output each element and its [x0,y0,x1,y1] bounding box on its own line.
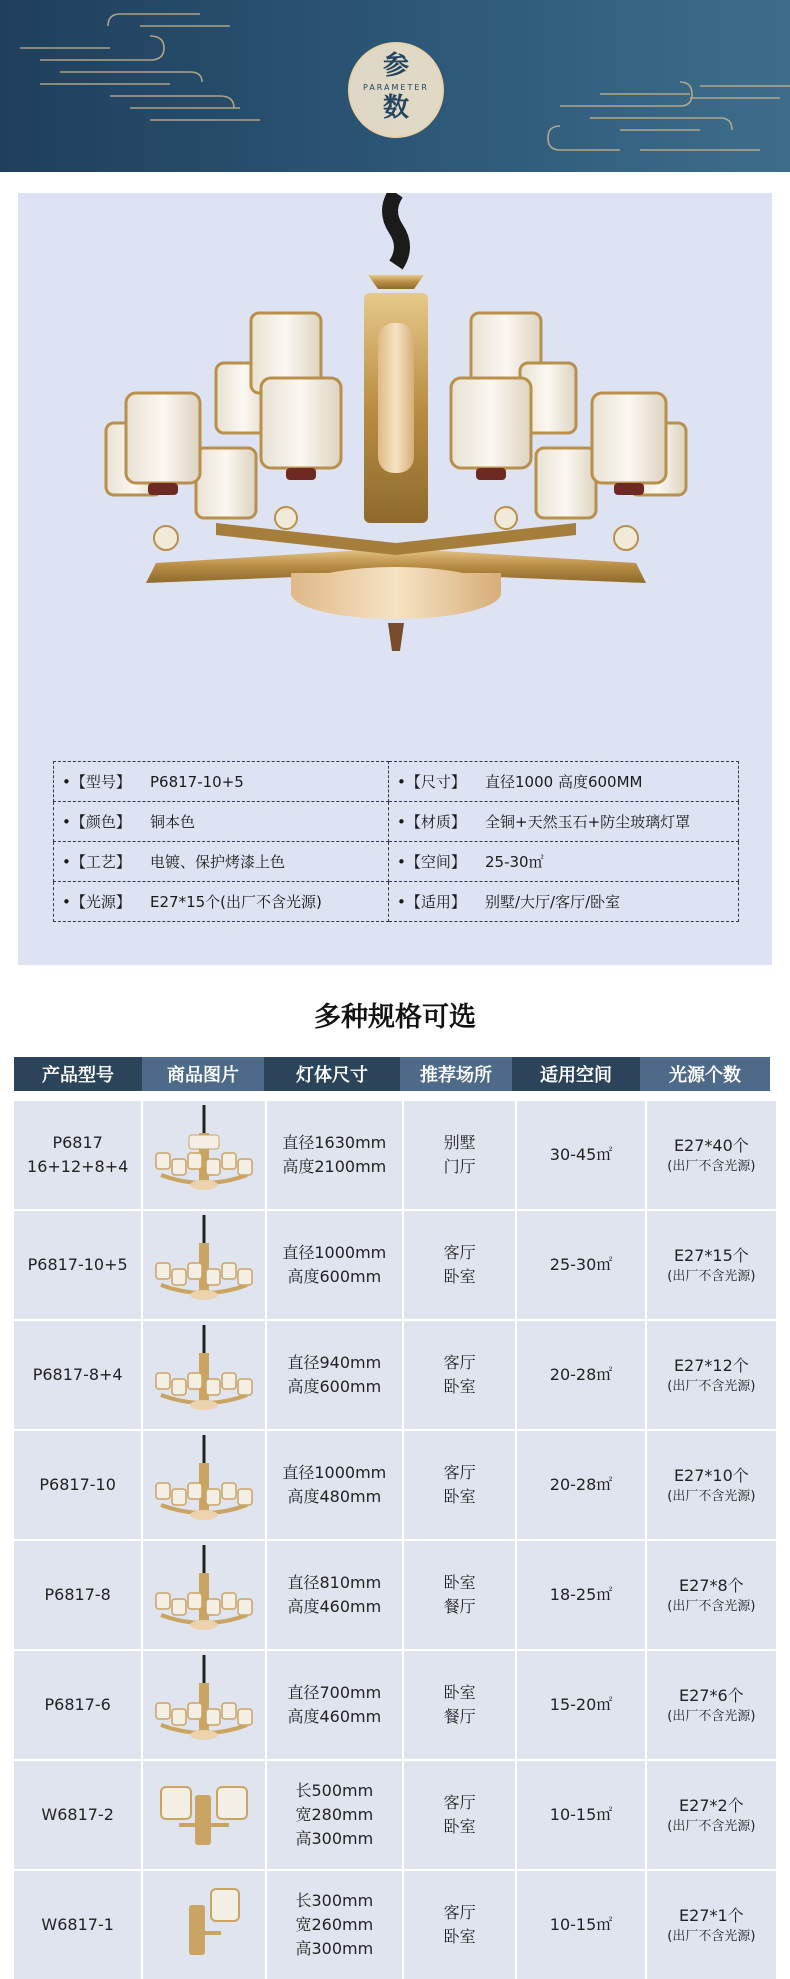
place-cell [404,1871,515,1979]
image-cell [143,1431,264,1539]
place-text: 餐厅 [443,1707,476,1726]
place-cell [404,1651,515,1759]
lights-cell [647,1431,776,1539]
model-cell [14,1871,141,1979]
size-cell [267,1651,402,1759]
model-text: P6817-8 [44,1585,111,1604]
model-text: P6817-10+5 [27,1255,128,1274]
model-text: P6817-8+4 [32,1365,123,1384]
product-panel [18,193,772,965]
product-thumbnail [149,1655,259,1755]
product-thumbnail [149,1325,259,1425]
header-model: 产品型号 [14,1057,142,1091]
image-cell [143,1651,264,1759]
size-text: 长300mm [295,1891,374,1910]
table-row [14,1541,776,1649]
lights-text: E27*12个 [673,1356,749,1375]
size-cell [267,1871,402,1979]
table-body [14,1101,776,1979]
lights-cell [647,1651,776,1759]
lights-cell [647,1101,776,1209]
model-cell [14,1541,141,1649]
space-cell [517,1541,644,1649]
size-text: 宽260mm [295,1915,374,1934]
place-text: 卧室 [443,1683,476,1702]
size-text: 高度460mm [287,1707,382,1726]
place-text: 客厅 [443,1463,476,1482]
place-cell [404,1101,515,1209]
size-cell [267,1761,402,1869]
space-text: 20-28㎡ [549,1365,613,1384]
size-text: 长500mm [295,1781,374,1800]
lights-text: E27*40个 [673,1136,749,1155]
size-text: 高度480mm [287,1487,382,1506]
place-cell [404,1211,515,1319]
parameter-badge [348,42,444,138]
badge-char-1: 参 [382,51,409,81]
header-place: 推荐场所 [400,1057,512,1091]
size-cell [267,1211,402,1319]
model-text: W6817-1 [41,1915,114,1934]
table-row [14,1761,776,1869]
space-cell [517,1871,644,1979]
place-text: 卧室 [443,1377,476,1396]
space-text: 10-15㎡ [549,1915,613,1934]
place-text: 卧室 [443,1817,476,1836]
space-cell [517,1321,644,1429]
header-space: 适用空间 [512,1057,640,1091]
product-thumbnail [149,1875,259,1975]
place-cell [404,1431,515,1539]
table-row [14,1101,776,1209]
lights-text: E27*1个 [679,1906,744,1925]
image-cell [143,1211,264,1319]
badge-char-2: 数 [382,93,409,123]
lights-cell [647,1321,776,1429]
lights-note: (出厂不含光源) [667,1489,756,1504]
model-text: P6817-10 [39,1475,116,1494]
place-cell [404,1541,515,1649]
lights-note: (出厂不含光源) [667,1379,756,1394]
lights-note: (出厂不含光源) [667,1599,756,1614]
product-thumbnail [149,1105,259,1205]
spec-light-source: •【光源】 E27*15个(出厂不含光源) [54,882,389,922]
product-thumbnail [149,1545,259,1645]
lights-cell [647,1871,776,1979]
model-cell [14,1761,141,1869]
lights-cell [647,1211,776,1319]
product-thumbnail [149,1435,259,1535]
space-cell [517,1651,644,1759]
lights-cell [647,1761,776,1869]
image-cell [143,1871,264,1979]
place-cell [404,1761,515,1869]
spec-table [53,761,739,922]
size-text: 直径1630mm [282,1133,387,1152]
space-cell [517,1431,644,1539]
place-text: 客厅 [443,1903,476,1922]
table-row [14,1651,776,1759]
spec-comparison-table [14,1057,776,1979]
model-text: W6817-2 [41,1805,114,1824]
model-text: 16+12+8+4 [27,1157,129,1176]
space-text: 15-20㎡ [549,1695,613,1714]
size-text: 高300mm [295,1939,374,1958]
badge-english: PARAMETER [363,83,429,92]
header-size: 灯体尺寸 [264,1057,400,1091]
space-text: 18-25㎡ [549,1585,613,1604]
size-text: 高度600mm [287,1377,382,1396]
space-cell [517,1211,644,1319]
space-text: 20-28㎡ [549,1475,613,1494]
header-image: 商品图片 [142,1057,264,1091]
lights-text: E27*8个 [679,1576,744,1595]
place-cell [404,1321,515,1429]
model-cell [14,1101,141,1209]
lights-text: E27*10个 [673,1466,749,1485]
size-text: 直径810mm [287,1573,382,1592]
space-text: 25-30㎡ [549,1255,613,1274]
space-text: 30-45㎡ [549,1145,613,1164]
parameter-banner [0,0,790,172]
place-text: 卧室 [443,1927,476,1946]
size-cell [267,1541,402,1649]
spec-model: •【型号】 P6817-10+5 [54,762,389,802]
place-text: 客厅 [443,1243,476,1262]
table-header [14,1057,776,1091]
lights-note: (出厂不含光源) [667,1819,756,1834]
spec-size: •【尺寸】 直径1000 高度600MM [389,762,739,802]
size-cell [267,1321,402,1429]
image-cell [143,1541,264,1649]
lights-text: E27*6个 [679,1686,744,1705]
space-cell [517,1101,644,1209]
spec-space: •【空间】 25-30㎡ [389,842,739,882]
place-text: 卧室 [443,1573,476,1592]
product-thumbnail [149,1215,259,1315]
space-text: 10-15㎡ [549,1805,613,1824]
place-text: 卧室 [443,1267,476,1286]
spec-material: •【材质】 全铜+天然玉石+防尘玻璃灯罩 [389,802,739,842]
size-text: 宽280mm [295,1805,374,1824]
spec-craft: •【工艺】 电镀、保护烤漆上色 [54,842,389,882]
image-cell [143,1761,264,1869]
place-text: 门厅 [443,1157,476,1176]
size-cell [267,1431,402,1539]
spec-usage: •【适用】 别墅/大厅/客厅/卧室 [389,882,739,922]
lights-note: (出厂不含光源) [667,1159,756,1174]
lights-note: (出厂不含光源) [667,1709,756,1724]
size-cell [267,1101,402,1209]
size-text: 高度460mm [287,1597,382,1616]
size-text: 高度600mm [287,1267,382,1286]
place-text: 餐厅 [443,1597,476,1616]
size-text: 高度2100mm [282,1157,387,1176]
lights-note: (出厂不含光源) [667,1269,756,1284]
image-cell [143,1321,264,1429]
table-row [14,1321,776,1429]
model-text: P6817 [52,1133,103,1152]
size-text: 高300mm [295,1829,374,1848]
spec-color: •【颜色】 铜本色 [54,802,389,842]
table-row [14,1211,776,1319]
size-text: 直径940mm [287,1353,382,1372]
lights-cell [647,1541,776,1649]
table-row [14,1871,776,1979]
section-title: 多种规格可选 [314,1002,476,1033]
space-cell [517,1761,644,1869]
size-text: 直径700mm [287,1683,382,1702]
header-lights: 光源个数 [640,1057,770,1091]
lights-note: (出厂不含光源) [667,1929,756,1944]
size-text: 直径1000mm [282,1463,387,1482]
lights-text: E27*15个 [673,1246,749,1265]
model-cell [14,1651,141,1759]
chandelier-image [96,193,696,683]
place-text: 卧室 [443,1487,476,1506]
table-row [14,1431,776,1539]
image-cell [143,1101,264,1209]
place-text: 别墅 [443,1133,476,1152]
model-cell [14,1431,141,1539]
lights-text: E27*2个 [679,1796,744,1815]
product-thumbnail [149,1765,259,1865]
size-text: 直径1000mm [282,1243,387,1262]
place-text: 客厅 [443,1793,476,1812]
place-text: 客厅 [443,1353,476,1372]
model-cell [14,1211,141,1319]
model-text: P6817-6 [44,1695,111,1714]
model-cell [14,1321,141,1429]
